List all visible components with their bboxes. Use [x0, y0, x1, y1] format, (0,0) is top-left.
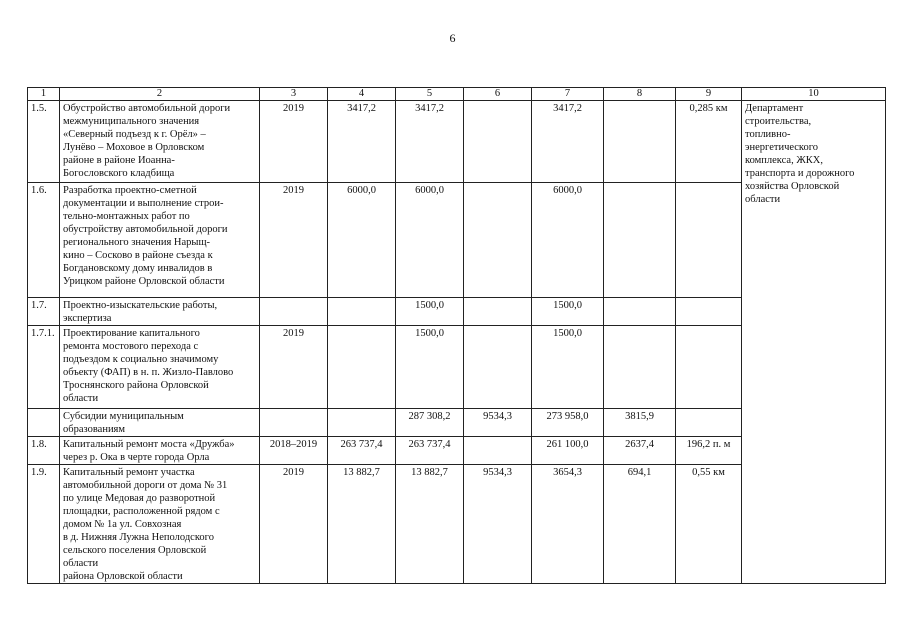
- row-total-cost: 6000,0: [328, 183, 396, 298]
- row-federal-funds: [464, 298, 532, 326]
- program-table: [27, 87, 886, 584]
- header-row: [28, 88, 886, 101]
- row-description: Капитальный ремонт моста «Дружба» через р. Ока в черте города Орла: [60, 437, 260, 465]
- row-federal-funds: 9534,3: [464, 465, 532, 584]
- column-header: 6: [464, 88, 532, 101]
- row-number: 1.8.: [28, 437, 60, 465]
- row-capacity: 196,2 п. м: [676, 437, 742, 465]
- row-description: Проектирование капитального ремонта мостового перехода с подъездом к социально значимому объекту (ФАП) в н. п. Жизло-Павлово Троснянского района Орловской области: [60, 326, 260, 409]
- row-federal-funds: [464, 437, 532, 465]
- table-row: [28, 101, 886, 183]
- row-regional-funds: 3654,3: [532, 465, 604, 584]
- column-header: 9: [676, 88, 742, 101]
- row-number: 1.9.: [28, 465, 60, 584]
- column-header: 1: [28, 88, 60, 101]
- row-year: [260, 409, 328, 437]
- row-local-funds: 2637,4: [604, 437, 676, 465]
- row-federal-funds: [464, 183, 532, 298]
- page-number: 6: [449, 31, 456, 45]
- row-capacity: [676, 298, 742, 326]
- row-total-cost: 263 737,4: [328, 437, 396, 465]
- row-year: [260, 298, 328, 326]
- row-local-funds: 694,1: [604, 465, 676, 584]
- row-local-funds: [604, 298, 676, 326]
- row-total-cost: [328, 409, 396, 437]
- row-funding-total: 1500,0: [396, 298, 464, 326]
- row-number: 1.5.: [28, 101, 60, 183]
- row-year: 2019: [260, 326, 328, 409]
- row-funding-total: 3417,2: [396, 101, 464, 183]
- row-regional-funds: 273 958,0: [532, 409, 604, 437]
- row-funding-total: 13 882,7: [396, 465, 464, 584]
- row-description: Проектно-изыскательские работы, экспертиза: [60, 298, 260, 326]
- row-capacity: [676, 183, 742, 298]
- column-header: 2: [60, 88, 260, 101]
- row-regional-funds: 1500,0: [532, 326, 604, 409]
- row-number: [28, 409, 60, 437]
- row-local-funds: [604, 101, 676, 183]
- row-number: 1.7.: [28, 298, 60, 326]
- row-number: 1.7.1.: [28, 326, 60, 409]
- column-header: 4: [328, 88, 396, 101]
- row-capacity: [676, 326, 742, 409]
- row-number: 1.6.: [28, 183, 60, 298]
- row-capacity: [676, 409, 742, 437]
- row-local-funds: [604, 326, 676, 409]
- column-header: 7: [532, 88, 604, 101]
- row-description: Капитальный ремонт участка автомобильной дороги от дома № 31 по улице Медовая до разворотной площадки, расположенной рядом с домом № 1а ул. Совхозная в д. Нижняя Лужна Неполодского сельского поселения Орловской области района Орловской области: [60, 465, 260, 584]
- row-total-cost: [328, 298, 396, 326]
- row-total-cost: 3417,2: [328, 101, 396, 183]
- row-description: Обустройство автомобильной дороги межмуниципального значения «Северный подъезд к г. Орёл» – Лунёво – Моховое в Орловском районе в районе Иоанна- Богословского кладбища: [60, 101, 260, 183]
- row-year: 2019: [260, 183, 328, 298]
- column-header: 10: [742, 88, 886, 101]
- row-year: 2019: [260, 465, 328, 584]
- row-description: Разработка проектно-сметной документации и выполнение строи- тельно-монтажных работ по обустройству автомобильной дороги регионального значения Нарыщ- кино – Сосково в районе съезда к Богдановскому дому инвалидов в Урицком районе Орловской области: [60, 183, 260, 298]
- row-local-funds: [604, 183, 676, 298]
- row-funding-total: 1500,0: [396, 326, 464, 409]
- row-federal-funds: [464, 101, 532, 183]
- row-funding-total: 6000,0: [396, 183, 464, 298]
- row-year: 2018–2019: [260, 437, 328, 465]
- row-year: 2019: [260, 101, 328, 183]
- row-capacity: 0,55 км: [676, 465, 742, 584]
- row-description: Субсидии муниципальным образованиям: [60, 409, 260, 437]
- row-federal-funds: [464, 326, 532, 409]
- row-capacity: 0,285 км: [676, 101, 742, 183]
- row-federal-funds: 9534,3: [464, 409, 532, 437]
- row-regional-funds: 3417,2: [532, 101, 604, 183]
- column-header: 8: [604, 88, 676, 101]
- row-regional-funds: 1500,0: [532, 298, 604, 326]
- column-header: 3: [260, 88, 328, 101]
- row-total-cost: 13 882,7: [328, 465, 396, 584]
- row-regional-funds: 261 100,0: [532, 437, 604, 465]
- row-total-cost: [328, 326, 396, 409]
- column-header: 5: [396, 88, 464, 101]
- responsible-department: Департамент строительства, топливно- энергетического комплекса, ЖКХ, транспорта и дорожного хозяйства Орловской области: [742, 101, 886, 584]
- row-funding-total: 263 737,4: [396, 437, 464, 465]
- row-local-funds: 3815,9: [604, 409, 676, 437]
- row-regional-funds: 6000,0: [532, 183, 604, 298]
- row-funding-total: 287 308,2: [396, 409, 464, 437]
